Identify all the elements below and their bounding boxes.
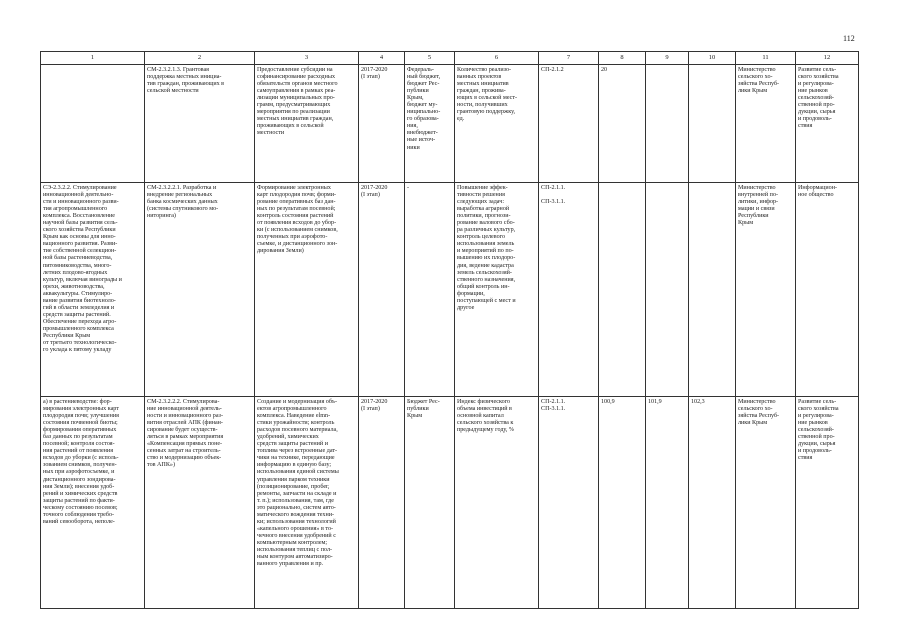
- column-number: 4: [359, 52, 405, 65]
- column-number: 2: [145, 52, 255, 65]
- table-cell: Информацион- ное общество: [796, 183, 859, 397]
- table-cell: Создание и модернизация объ- ектов агропромышленного комплекса. Наведение elmn- стики урожайности; контроль расходов посевного материала, удобрений, химических средств защиты растений и топлива через встроенные дат- чики на технике, передающие информацию в единую базу; использования единой системы управления парком техники (позиционирование, пробег, ремонты, запчасти на складе и т. п.); использования, там, где это рационально, систем авто- матического вождения техни- ки; использования технологий «капельного орошения» в то- чечного внесения удобрений с компьютерным контролем; использования теплиц с пол- ным контуром автоматизиро- ванного управления и пр.: [255, 397, 359, 609]
- table-row: [41, 65, 859, 183]
- table-cell: Развитие сель- ского хозяйства и регулирова- ние рынков сельскохозяй- ственной про- дукции, сырья и продоволь- ствия: [796, 397, 859, 609]
- table-cell: Федераль- ный бюджет, бюджет Рес- публики Крым, бюджет му- ниципально- го образова- ния, внебюджет- ные источ- ники: [405, 65, 455, 183]
- table-cell: [646, 65, 689, 183]
- column-number: 8: [599, 52, 646, 65]
- column-number: 1: [41, 52, 145, 65]
- column-number: 3: [255, 52, 359, 65]
- column-number: 9: [646, 52, 689, 65]
- table-cell: Бюджет Рес- публики Крым: [405, 397, 455, 609]
- table-cell: 2017-2020 (I этап): [359, 183, 405, 397]
- plan-table: [40, 51, 859, 609]
- table-cell: -: [405, 183, 455, 397]
- table-cell: СМ-2.3.2.2.1. Разработка и внедрение региональных банка космических данных (системы спутникового мо- ниторинга): [145, 183, 255, 397]
- column-number: 6: [455, 52, 539, 65]
- table-cell: 101,9: [646, 397, 689, 609]
- table-cell: [599, 183, 646, 397]
- table-cell: Министерство внутренней по- литики, инфор- мации и связи Республики Крым: [736, 183, 796, 397]
- table-cell: [689, 65, 736, 183]
- table-cell: [41, 65, 145, 183]
- column-number: 11: [736, 52, 796, 65]
- table-cell: 2017-2020 (I этап): [359, 65, 405, 183]
- table-cell: СП-2.1.2: [539, 65, 599, 183]
- table-cell: Предоставление субсидии на софинансирование расходных обязательств органов местного самоуправления в рамках реа- лизации муниципальных про- грамм, предусматривающих мероприятия по реализации местных инициатив граждан, проживающих в сельской местности: [255, 65, 359, 183]
- table-cell: СЭ-2.3.2.2. Стимулирование инновационной деятельно- сти и инновационного разви- тия агропромышленного комплекса. Восстановление научной базы развития сель- ского хозяйства Республики Крым как основы для инно- вационного развития. Разви- тие собственной селекцион- ной базы растениеводства, питомниководства, много- летних плодово-ягодных культур, включая винограды и орехи, животноводства, аквакультуры. Стимулиро- вание развития биотехноло- гий в области земледелия и средств защиты растений. Обеспечение перехода агро- промышленного комплекса Республики Крым от третьего технологическо- го уклада к пятому укладу: [41, 183, 145, 397]
- table-cell: СМ-2.3.2.1.3. Грантовая поддержка местных инициа- тив граждан, проживающих в сельской местности: [145, 65, 255, 183]
- table-cell: СП-2.1.1. СП-3.1.1.: [539, 397, 599, 609]
- table-cell: Индекс физического объема инвестиций в основной капитал сельского хозяйства к предыдущему году, %: [455, 397, 539, 609]
- table-cell: Повышение эффек- тивности решения следующих задач: выработка аграрной политики, прогнози- рование валового сбо- ра различных культур, контроль целевого использования земель и мероприятий по по- вышению их плодоро- дия, ведение кадастра земель сельскохозяй- ственного назначения, общий контроль ин- формации, поступающей с мест и другое: [455, 183, 539, 397]
- table-cell: а) в растениеводстве: фор- мирования электронных карт плодородия почв; улучшения состояния почвенной биоты; формирования оперативных баз данных по результатам посевной; контроля состоя- ния растений от появления всходов до уборки (с исполь- зованием снимков, получен- ных при аэрофотосъемке, и дистанционного зондирова- ния Земли); внесения удоб- рений и химических средств защиты растений по факти- ческому состоянию посевов; точного соблюдения требо- ваний севооборота, неполе-: [41, 397, 145, 609]
- table-row: [41, 397, 859, 609]
- table-cell: Формирование электронных карт плодородия почв; форми- рование оперативных баз дан- ных по результатам посевной; контроль состояния растений от появления всходов до убор- ки (с использованием снимков, полученных при аэрофото- съемке, и дистанционного зон- дирования Земли): [255, 183, 359, 397]
- table-cell: 2017-2020 (I этап): [359, 397, 405, 609]
- column-number: 10: [689, 52, 736, 65]
- table-cell: [689, 183, 736, 397]
- table-cell: 20: [599, 65, 646, 183]
- table-cell: Количество реализо- ванных проектов местных инициатив граждан, прожива- ющих в сельской мест- ности, получивших грантовую поддержку, ед.: [455, 65, 539, 183]
- column-number: 5: [405, 52, 455, 65]
- table-cell: Министерство сельского хо- зяйства Респуб- лики Крым: [736, 397, 796, 609]
- table-row: [41, 183, 859, 397]
- table-cell: Развитие сель- ского хозяйства и регулирова- ние рынков сельскохозяй- ственной про- дукции, сырья и продоволь- ствия: [796, 65, 859, 183]
- table-cell: [646, 183, 689, 397]
- table-cell: СМ-2.3.2.2.2. Стимулирова- ние инновационной деятель- ности и инновационного раз- вития отраслей АПК (финан- сирование будет осуществ- ляться в рамках мероприятия «Компенсация прямых поне- сенных затрат на строитель- ство и модернизацию объек- тов АПК»): [145, 397, 255, 609]
- table-cell: 100,9: [599, 397, 646, 609]
- table-cell: Министерство сельского хо- зяйства Респуб- лики Крым: [736, 65, 796, 183]
- table-cell: 102,3: [689, 397, 736, 609]
- table-cell: СП-2.1.1. СП-3.1.1.: [539, 183, 599, 397]
- column-number: 12: [796, 52, 859, 65]
- header-row: [41, 52, 859, 65]
- column-number: 7: [539, 52, 599, 65]
- page-number: 112: [843, 34, 855, 43]
